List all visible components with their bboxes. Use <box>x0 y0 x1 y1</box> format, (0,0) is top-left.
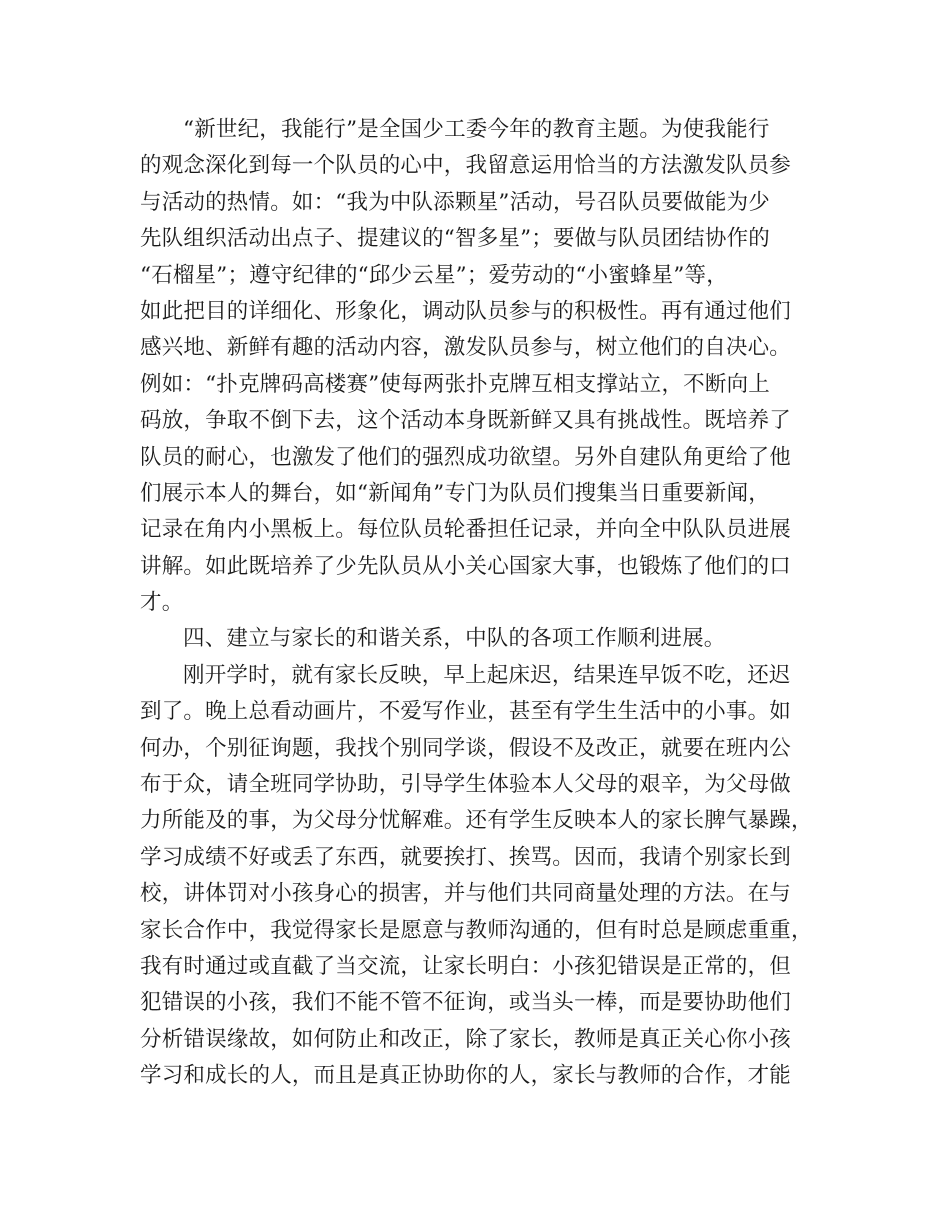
text-line: 队员的耐心，也激发了他们的强烈成功欲望。另外自建队角更给了他 <box>140 444 792 470</box>
text-line: “新世纪，我能行”是全国少工委今年的教育主题。为使我能行 <box>183 117 770 142</box>
text-line: 码放，争取不倒下去，这个活动本身既新鲜又具有挑战性。既培养了 <box>140 408 792 434</box>
text-line: 如此把目的详细化、形象化，调动队员参与的积极性。再有通过他们 <box>140 298 792 324</box>
text-line: 感兴地、新鲜有趣的活动内容，激发队员参与，树立他们的自决心。 <box>140 335 792 361</box>
text-line: 先队组织活动出点子、提建议的“智多星”；要做与队员团结协作的 <box>140 226 770 252</box>
text-line: 们展示本人的舞台，如“新闻角”专门为队员们搜集当日重要新闻， <box>140 480 770 506</box>
text-line: 分析错误缘故，如何防止和改正，除了家长，教师是真正关心你小孩 <box>140 1026 792 1052</box>
text-line: 家长合作中，我觉得家长是愿意与教师沟通的，但有时总是顾虑重重， <box>140 917 813 943</box>
text-line: 布于众，请全班同学协助，引导学生体验本人父母的艰辛，为父母做 <box>140 772 792 798</box>
text-line: 到了。晚上总看动画片，不爱写作业，甚至有学生生活中的小事。如 <box>140 699 792 725</box>
text-line: “石榴星”；遵守纪律的“邱少云星”；爱劳动的“小蜜蜂星”等， <box>140 262 728 288</box>
text-line: 力所能及的事，为父母分忧解难。还有学生反映本人的家长脾气暴躁， <box>140 808 813 834</box>
section-heading: 四、建立与家长的和谐关系，中队的各项工作顺利进展。 <box>183 626 726 652</box>
text-line: 刚开学时，就有家长反映，早上起床迟，结果连早饭不吃，还迟 <box>183 662 791 688</box>
text-line: 与活动的热情。如：“我为中队添颗星”活动，号召队员要做能为少 <box>140 189 770 215</box>
text-line: 记录在角内小黑板上。每位队员轮番担任记录，并向全中队队员进展 <box>140 517 792 543</box>
text-line: 何办，个别征询题，我找个别同学谈，假设不及改正，就要在班内公 <box>140 735 792 761</box>
text-line: 才。 <box>140 590 184 616</box>
text-line: 的观念深化到每一个队员的心中，我留意运用恰当的方法激发队员参 <box>140 153 792 179</box>
text-line: 例如：“扑克牌码高楼赛”使每两张扑克牌互相支撑站立，不断向上 <box>140 371 770 397</box>
text-line: 讲解。如此既培养了少先队员从小关心国家大事，也锻炼了他们的口 <box>140 553 792 579</box>
text-line: 犯错误的小孩，我们不能不管不征询，或当头一棒，而是要协助他们 <box>140 990 792 1016</box>
text-line: 学习和成长的人，而且是真正协助你的人，家长与教师的合作，才能 <box>140 1063 792 1089</box>
text-line: 校，讲体罚对小孩身心的损害，并与他们共同商量处理的方法。在与 <box>140 881 792 907</box>
text-line: 学习成绩不好或丢了东西，就要挨打、挨骂。因而，我请个别家长到 <box>140 844 792 870</box>
body-text <box>140 112 820 1095</box>
text-line: 我有时通过或直截了当交流，让家长明白：小孩犯错误是正常的，但 <box>140 953 792 979</box>
